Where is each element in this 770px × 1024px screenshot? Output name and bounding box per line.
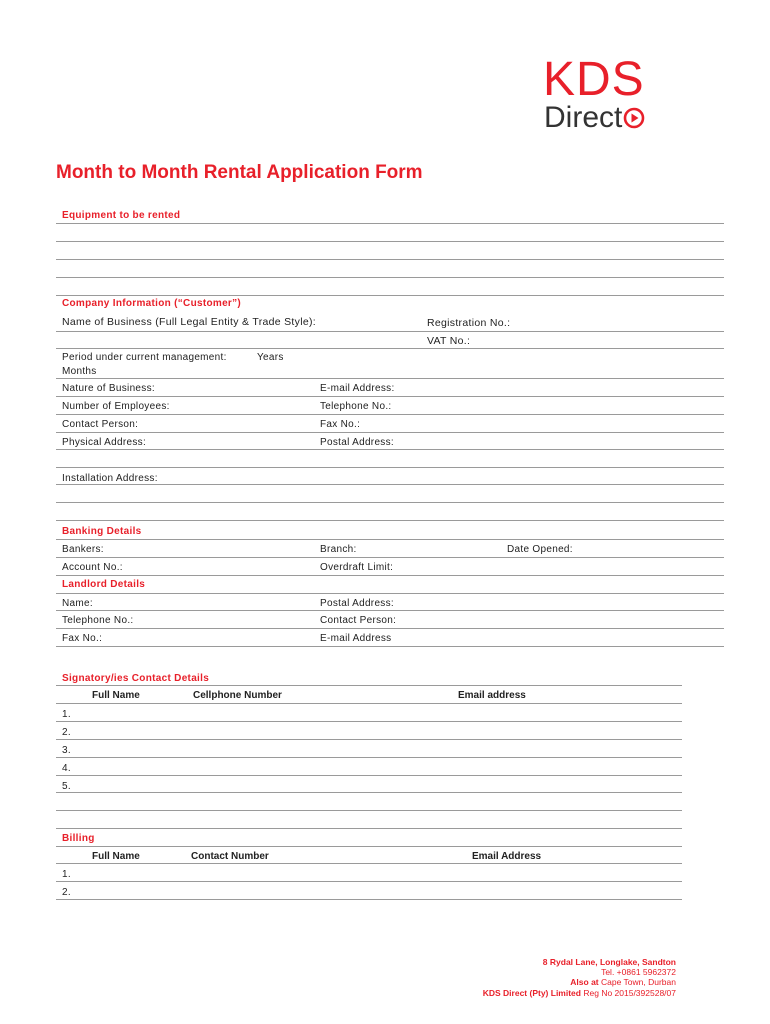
signatory-row-line[interactable]	[56, 757, 682, 758]
landlord-name-field-line[interactable]	[56, 610, 724, 611]
signatory-row-line[interactable]	[56, 739, 682, 740]
landlord-email-label: E-mail Address	[320, 633, 392, 644]
landlord-name-label: Name:	[62, 598, 93, 609]
signatories-col-cellphone: Cellphone Number	[193, 690, 282, 701]
divider	[56, 539, 724, 540]
account-field-line[interactable]	[56, 575, 724, 576]
footer-tel: Tel. +0861 5962372	[601, 967, 676, 977]
billing-row-number: 1.	[62, 869, 71, 880]
registration-label: Registration No.:	[427, 317, 511, 329]
installation-address-label: Installation Address:	[62, 473, 158, 484]
installation-field-line-1[interactable]	[56, 484, 724, 485]
signatories-col-email: Email address	[458, 690, 526, 701]
divider	[56, 223, 724, 224]
footer-address: 8 Rydal Lane, Longlake, Sandton	[542, 957, 676, 967]
page-title: Month to Month Rental Application Form	[56, 162, 423, 183]
branch-label: Branch:	[320, 544, 357, 555]
employees-field-line[interactable]	[56, 414, 724, 415]
nature-field-line[interactable]	[56, 396, 724, 397]
employees-label: Number of Employees:	[62, 401, 170, 412]
signatory-row-number: 5.	[62, 781, 71, 792]
divider	[56, 593, 724, 594]
signatory-row-line[interactable]	[56, 792, 682, 793]
business-name-label: Name of Business (Full Legal Entity & Trade Style):	[62, 316, 316, 328]
period-field-line[interactable]	[56, 378, 724, 379]
fax-label: Fax No.:	[320, 419, 361, 430]
landlord-telephone-label: Telephone No.:	[62, 615, 134, 626]
divider	[56, 685, 682, 686]
contact-field-line[interactable]	[56, 432, 724, 433]
banking-heading: Banking Details	[62, 526, 142, 537]
period-label: Period under current management:	[62, 352, 227, 363]
installation-field-line-3[interactable]	[56, 520, 724, 521]
physical-address-label: Physical Address:	[62, 437, 147, 448]
divider	[56, 846, 682, 847]
date-opened-label: Date Opened:	[507, 544, 573, 555]
nature-label: Nature of Business:	[62, 383, 155, 394]
footer-company: KDS Direct (Pty) Limited Reg No 2015/392528/07	[482, 988, 676, 998]
divider	[56, 703, 682, 704]
vat-field-line[interactable]	[56, 348, 724, 349]
signatory-row-line[interactable]	[56, 810, 682, 811]
equipment-line-4[interactable]	[56, 295, 724, 296]
signatory-row-number: 3.	[62, 745, 71, 756]
vat-label: VAT No.:	[427, 335, 471, 347]
account-label: Account No.:	[62, 562, 123, 573]
address-field-line-1[interactable]	[56, 449, 724, 450]
logo-kds-text: KDS	[543, 53, 645, 106]
equipment-line-1[interactable]	[56, 241, 724, 242]
signatory-row-line[interactable]	[56, 775, 682, 776]
registration-field-line[interactable]	[56, 331, 724, 332]
billing-heading: Billing	[62, 833, 95, 844]
address-field-line-2[interactable]	[56, 467, 724, 468]
play-icon	[623, 107, 645, 129]
landlord-telephone-field-line[interactable]	[56, 628, 724, 629]
signatory-row-line[interactable]	[56, 721, 682, 722]
logo-direct-text: Direct	[544, 103, 645, 133]
signatory-row-number: 1.	[62, 709, 71, 720]
bankers-field-line[interactable]	[56, 557, 724, 558]
divider	[56, 863, 682, 864]
landlord-heading: Landlord Details	[62, 579, 146, 590]
telephone-label: Telephone No.:	[320, 401, 392, 412]
signatory-row-number: 4.	[62, 763, 71, 774]
billing-col-full-name: Full Name	[92, 851, 140, 862]
signatories-col-full-name: Full Name	[92, 690, 140, 701]
billing-row-line[interactable]	[56, 881, 682, 882]
months-label: Months	[62, 366, 97, 377]
signatories-heading: Signatory/ies Contact Details	[62, 673, 210, 684]
landlord-fax-field-line[interactable]	[56, 646, 724, 647]
landlord-fax-label: Fax No.:	[62, 633, 103, 644]
billing-col-contact: Contact Number	[191, 851, 269, 862]
billing-col-email: Email Address	[472, 851, 542, 862]
years-label: Years	[257, 352, 284, 363]
equipment-line-3[interactable]	[56, 277, 724, 278]
billing-row-number: 2.	[62, 887, 71, 898]
contact-label: Contact Person:	[62, 419, 139, 430]
equipment-line-2[interactable]	[56, 259, 724, 260]
company-heading: Company Information (“Customer”)	[62, 298, 242, 309]
signatory-row-number: 2.	[62, 727, 71, 738]
overdraft-label: Overdraft Limit:	[320, 562, 394, 573]
footer-also: Also at Cape Town, Durban	[570, 977, 676, 987]
billing-row-line[interactable]	[56, 899, 682, 900]
postal-address-label: Postal Address:	[320, 437, 394, 448]
installation-field-line-2[interactable]	[56, 502, 724, 503]
landlord-postal-label: Postal Address:	[320, 598, 394, 609]
bankers-label: Bankers:	[62, 544, 104, 555]
landlord-contact-label: Contact Person:	[320, 615, 397, 626]
email-label: E-mail Address:	[320, 383, 395, 394]
equipment-heading: Equipment to be rented	[62, 210, 181, 221]
divider	[56, 828, 682, 829]
